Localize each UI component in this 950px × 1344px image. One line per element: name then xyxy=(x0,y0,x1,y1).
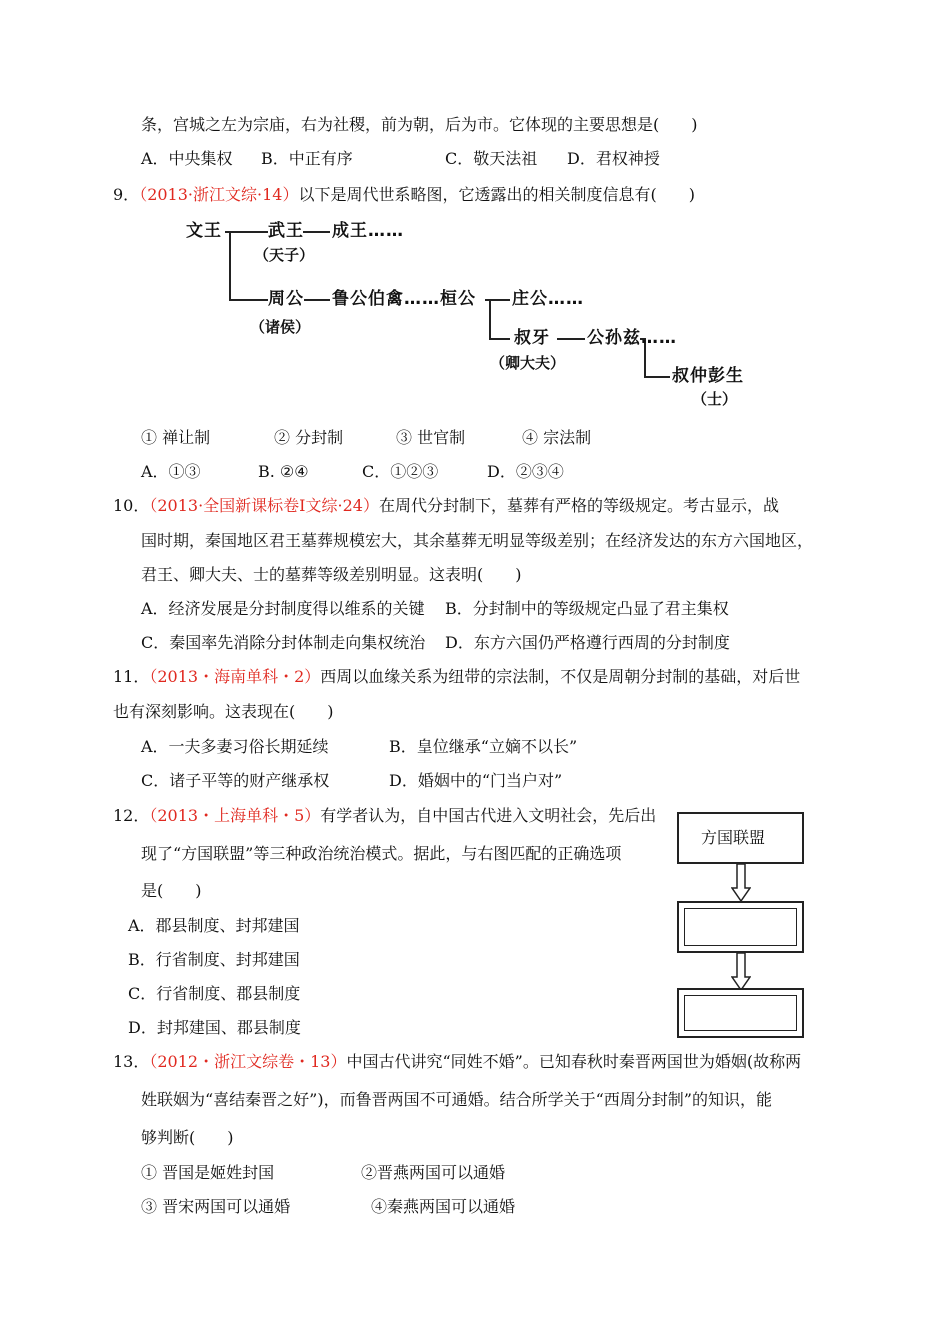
q10-option-a: A．经济发展是分封制度得以维系的关键 xyxy=(141,599,425,618)
q11-stem-line1 xyxy=(113,666,800,688)
q11-source: （2013・海南单科・2） xyxy=(149,667,321,686)
q9-item-3: ③ 世官制 xyxy=(396,428,466,447)
q10-stem-text1: 在周代分封制下，墓葬有严格的等级规定。考古显示，战 xyxy=(378,496,779,515)
q9-option-b: B. ②④ xyxy=(258,462,309,481)
gen-shuya: 叔牙 xyxy=(514,328,550,348)
q10-number: 10． xyxy=(113,496,150,515)
gen-shi: （士） xyxy=(692,390,738,408)
q10-stem-line2: 国时期，秦国地区君王墓葬规模宏大，其余墓葬无明显等级差别；在经济发达的东方六国地区， xyxy=(141,531,814,550)
gen-shuzhong: 叔仲彭生 xyxy=(672,366,744,386)
q13-item-1: ① 晋国是姬姓封国 xyxy=(141,1163,275,1182)
gen-chengwang: 成王…… xyxy=(332,221,404,241)
q10-option-b: B．分封制中的等级规定凸显了君主集权 xyxy=(445,599,729,618)
q9-item-2: ② 分封制 xyxy=(274,428,344,447)
gen-qingdafu: （卿大夫） xyxy=(490,354,566,372)
q8-option-b: B．中正有序 xyxy=(261,149,353,168)
flow-arrow-1 xyxy=(731,864,751,902)
q12-stem-line3: 是( ) xyxy=(141,881,202,900)
q10-stem-line3: 君王、卿大夫、士的墓葬等级差别明显。这表明( ) xyxy=(141,565,522,584)
q11-stem-line2: 也有深刻影响。这表现在( ) xyxy=(113,702,334,721)
q9-stem-text: 以下是周代世系略图，它透露出的相关制度信息有( ) xyxy=(298,185,695,204)
q8-option-a: A．中央集权 xyxy=(141,149,233,168)
q12-stem-line2: 现了“方国联盟”等三种政治统治模式。据此，与右图匹配的正确选项 xyxy=(141,844,622,863)
gen-gongsunzi: 公孙兹…… xyxy=(587,328,677,348)
q13-item-3: ③ 晋宋两国可以通婚 xyxy=(141,1197,291,1216)
flow-box-2 xyxy=(677,901,804,953)
q12-stem-text1: 有学者认为，自中国古代进入文明社会，先后出 xyxy=(320,806,657,825)
gen-zhougong: 周公 xyxy=(268,289,304,309)
q10-stem-line1 xyxy=(113,495,779,517)
q13-stem-text1: 中国古代讲究“同姓不婚”。已知春秋时秦晋两国世为婚姻(故称两 xyxy=(346,1052,802,1071)
q11-option-c: C．诸子平等的财产继承权 xyxy=(141,771,330,790)
q11-stem-text1: 西周以血缘关系为纽带的宗法制，不仅是周朝分封制的基础，对后世 xyxy=(320,667,801,686)
gen-wuwang: 武王 xyxy=(268,221,304,241)
q10-option-d: D．东方六国仍严格遵行西周的分封制度 xyxy=(445,633,730,652)
q8-stem-line: 条，宫城之左为宗庙，右为社稷，前为朝，后为市。它体现的主要思想是( ) xyxy=(141,115,698,134)
q13-stem-line1 xyxy=(113,1051,801,1073)
q9-option-a: A．①③ xyxy=(141,462,201,481)
q12-stem-line1 xyxy=(113,805,656,827)
q12-option-a: A．郡县制度、封邦建国 xyxy=(128,916,300,935)
flow-box-1 xyxy=(677,812,804,864)
q10-option-c: C．秦国率先消除分封体制走向集权统治 xyxy=(141,633,426,652)
q12-source: （2013・上海单科・5） xyxy=(149,806,321,825)
flow-box-3 xyxy=(677,988,804,1038)
gen-zhuanggong: 庄公…… xyxy=(512,289,584,309)
q9-option-c: C．①②③ xyxy=(362,462,439,481)
q10-source: （2013·全国新课标卷Ⅰ文综·24） xyxy=(149,496,379,515)
gen-wenwang: 文王 xyxy=(186,221,222,241)
q9-number: 9． xyxy=(113,185,140,204)
q13-item-2: ②晋燕两国可以通婚 xyxy=(361,1163,506,1182)
q13-item-4: ④秦燕两国可以通婚 xyxy=(371,1197,516,1216)
q11-option-d: D．婚姻中的“门当户对” xyxy=(389,771,563,790)
q12-option-c: C．行省制度、郡县制度 xyxy=(128,984,301,1003)
q12-option-b: B．行省制度、封邦建国 xyxy=(128,950,300,969)
q9-stem xyxy=(113,184,695,206)
q12-option-d: D．封邦建国、郡县制度 xyxy=(128,1018,301,1037)
q13-stem-line2: 姓联姻为“喜结秦晋之好”)，而鲁晋两国不可通婚。结合所学关于“西周分封制”的知识，能 xyxy=(141,1090,772,1109)
q11-option-b: B．皇位继承“立嫡不以长” xyxy=(389,737,578,756)
gen-zhuhou: （诸侯） xyxy=(250,318,311,336)
q9-option-d: D．②③④ xyxy=(487,462,564,481)
q13-stem-line3: 够判断( ) xyxy=(141,1128,234,1147)
gen-lugong: 鲁公伯禽……桓公 xyxy=(332,289,476,309)
q9-source: （2013·浙江文综·14） xyxy=(139,185,299,204)
q11-number: 11． xyxy=(113,667,150,686)
flow-box-1-label: 方国联盟 xyxy=(701,828,766,847)
flow-arrow-2 xyxy=(731,953,751,991)
q8-option-c: C．敬天法祖 xyxy=(445,149,538,168)
q13-source: （2012・浙江文综卷・13） xyxy=(149,1052,347,1071)
q8-option-d: D．君权神授 xyxy=(567,149,660,168)
zhou-genealogy-diagram xyxy=(180,212,770,412)
q9-item-4: ④ 宗法制 xyxy=(522,428,592,447)
q11-option-a: A．一夫多妻习俗长期延续 xyxy=(141,737,329,756)
q9-item-1: ① 禅让制 xyxy=(141,428,211,447)
gen-tianzi: （天子） xyxy=(254,246,315,264)
q13-number: 13． xyxy=(113,1052,150,1071)
q12-number: 12． xyxy=(113,806,150,825)
